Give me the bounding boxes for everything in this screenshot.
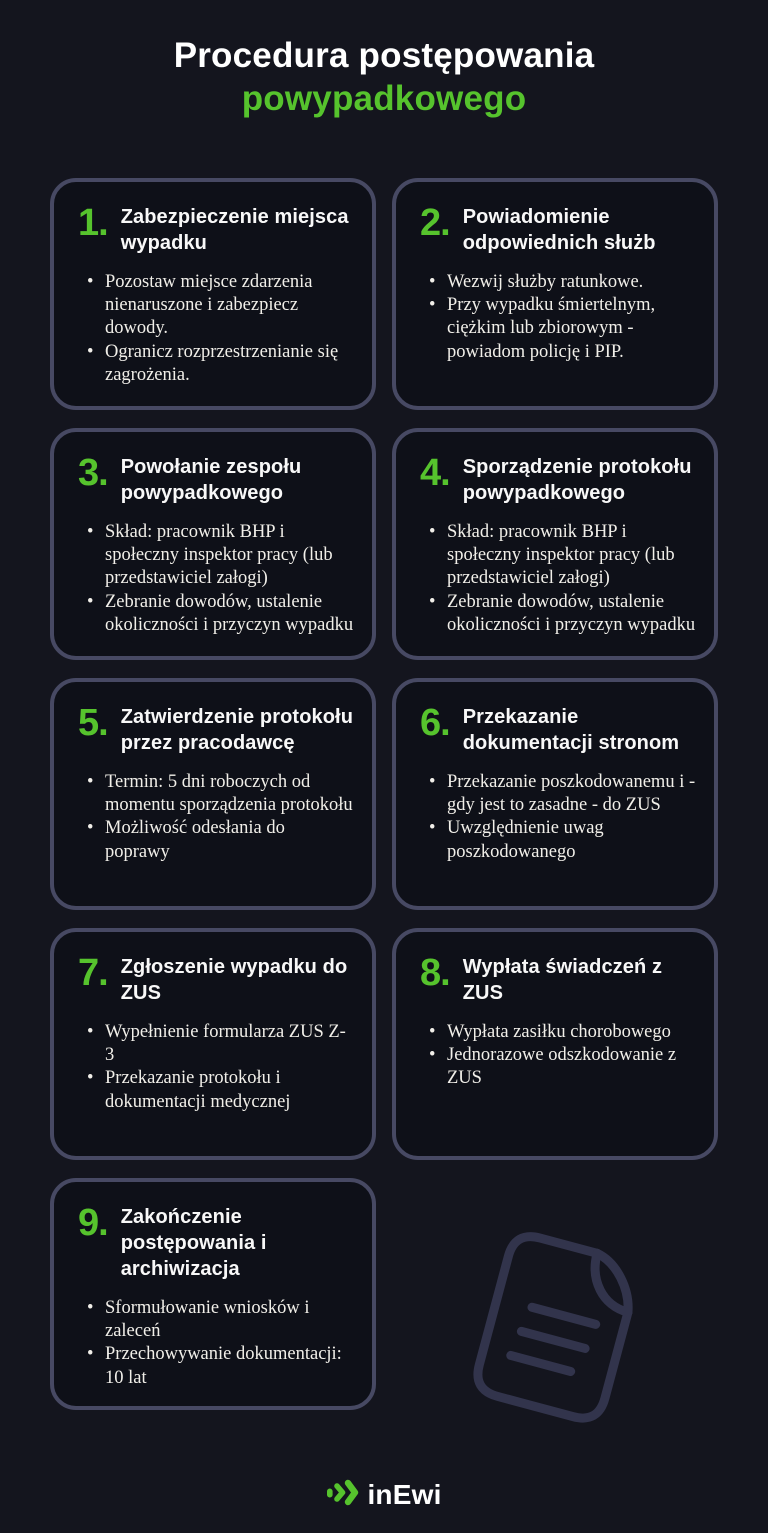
card-head — [78, 451, 354, 506]
bullet-item: • Pozostaw miejsce zdarzenia nienaruszone i zabezpiecz dowody. — [87, 271, 354, 341]
card-head — [78, 951, 354, 1006]
step-number: 2. — [420, 201, 450, 244]
step-bullets — [78, 521, 354, 637]
footer-logo — [0, 1479, 768, 1533]
card-head — [78, 1201, 354, 1282]
step-title: Wypłata świadczeń z ZUS — [462, 955, 663, 1004]
step-bullets — [78, 1297, 354, 1390]
bullet-item: • Wezwij służby ratunkowe. — [429, 271, 696, 294]
document-illustration-cell — [392, 1178, 718, 1410]
step-bullets — [420, 771, 696, 864]
step-bullets — [78, 771, 354, 864]
step-number: 4. — [420, 451, 450, 494]
step-title: Zatwierdzenie protokołu przez pracodawcę — [120, 705, 354, 754]
step-card-8 — [392, 928, 718, 1160]
step-title: Zabezpieczenie miejsca wypadku — [120, 205, 349, 254]
step-title: Powołanie zespołu powypadkowego — [120, 455, 302, 504]
step-title: Sporządzenie protokołu powypadkowego — [462, 455, 692, 504]
card-head — [420, 951, 696, 1006]
bullet-item: • Wypełnienie formularza ZUS Z-3 — [87, 1021, 354, 1068]
bullet-item: • Wypłata zasiłku chorobowego — [429, 1021, 696, 1044]
step-card-7 — [50, 928, 376, 1160]
bullet-item: • Przechowywanie dokumentacji: 10 lat — [87, 1343, 354, 1390]
step-number: 8. — [420, 951, 450, 994]
bullet-item: • Sformułowanie wniosków i zaleceń — [87, 1297, 354, 1344]
bullet-item: • Ogranicz rozprzestrzenianie się zagrożenia. — [87, 341, 354, 388]
step-number: 3. — [78, 451, 108, 494]
step-card-2 — [392, 178, 718, 410]
bullet-item: • Jednorazowe odszkodowanie z ZUS — [429, 1044, 696, 1091]
bullet-item: • Przekazanie poszkodowanemu i - gdy jest to zasadne - do ZUS — [429, 771, 696, 818]
step-card-9 — [50, 1178, 376, 1410]
page-title-line2: powypadkowego — [241, 79, 527, 119]
bullet-item: • Skład: pracownik BHP i społeczny inspektor pracy (lub przedstawiciel załogi) — [429, 521, 696, 591]
card-head — [78, 201, 354, 256]
bullet-item: • Zebranie dowodów, ustalenie okoliczności i przyczyn wypadku — [87, 591, 354, 638]
step-title: Zakończenie postępowania i archiwizacja — [120, 1205, 267, 1280]
step-bullets — [420, 1021, 696, 1091]
step-number: 1. — [78, 201, 108, 244]
bullet-item: • Uwzględnienie uwag poszkodowanego — [429, 817, 696, 864]
card-head — [78, 701, 354, 756]
step-card-4 — [392, 428, 718, 660]
step-card-3 — [50, 428, 376, 660]
step-title: Powiadomienie odpowiednich służb — [462, 205, 656, 254]
step-title: Zgłoszenie wypadku do ZUS — [120, 955, 348, 1004]
bullet-item: • Przekazanie protokołu i dokumentacji medycznej — [87, 1067, 354, 1114]
step-bullets — [420, 521, 696, 637]
page-title-line1: Procedura postępowania — [173, 36, 595, 75]
step-number: 5. — [78, 701, 108, 744]
bullet-item: • Przy wypadku śmiertelnym, ciężkim lub zbiorowym - powiadom policję i PIP. — [429, 294, 696, 364]
card-head — [420, 201, 696, 256]
step-title: Przekazanie dokumentacji stronom — [462, 705, 680, 754]
document-icon — [457, 1220, 652, 1440]
step-card-6 — [392, 678, 718, 910]
bullet-item: • Zebranie dowodów, ustalenie okoliczności i przyczyn wypadku — [429, 591, 696, 638]
logo-mark-icon — [326, 1479, 359, 1511]
step-bullets — [78, 1021, 354, 1114]
step-number: 9. — [78, 1201, 108, 1244]
step-bullets — [420, 271, 696, 364]
card-head — [420, 451, 696, 506]
card-head — [420, 701, 696, 756]
step-bullets — [78, 271, 354, 387]
logo-text: inEwi — [367, 1479, 442, 1510]
header — [0, 0, 768, 121]
page-title — [0, 34, 768, 121]
bullet-item: • Termin: 5 dni roboczych od momentu sporządzenia protokołu — [87, 771, 354, 818]
bullet-item: • Skład: pracownik BHP i społeczny inspektor pracy (lub przedstawiciel załogi) — [87, 521, 354, 591]
steps-grid — [50, 178, 718, 1410]
step-number: 6. — [420, 701, 450, 744]
bullet-item: • Możliwość odesłania do poprawy — [87, 817, 354, 864]
step-card-5 — [50, 678, 376, 910]
step-number: 7. — [78, 951, 108, 994]
step-card-1 — [50, 178, 376, 410]
